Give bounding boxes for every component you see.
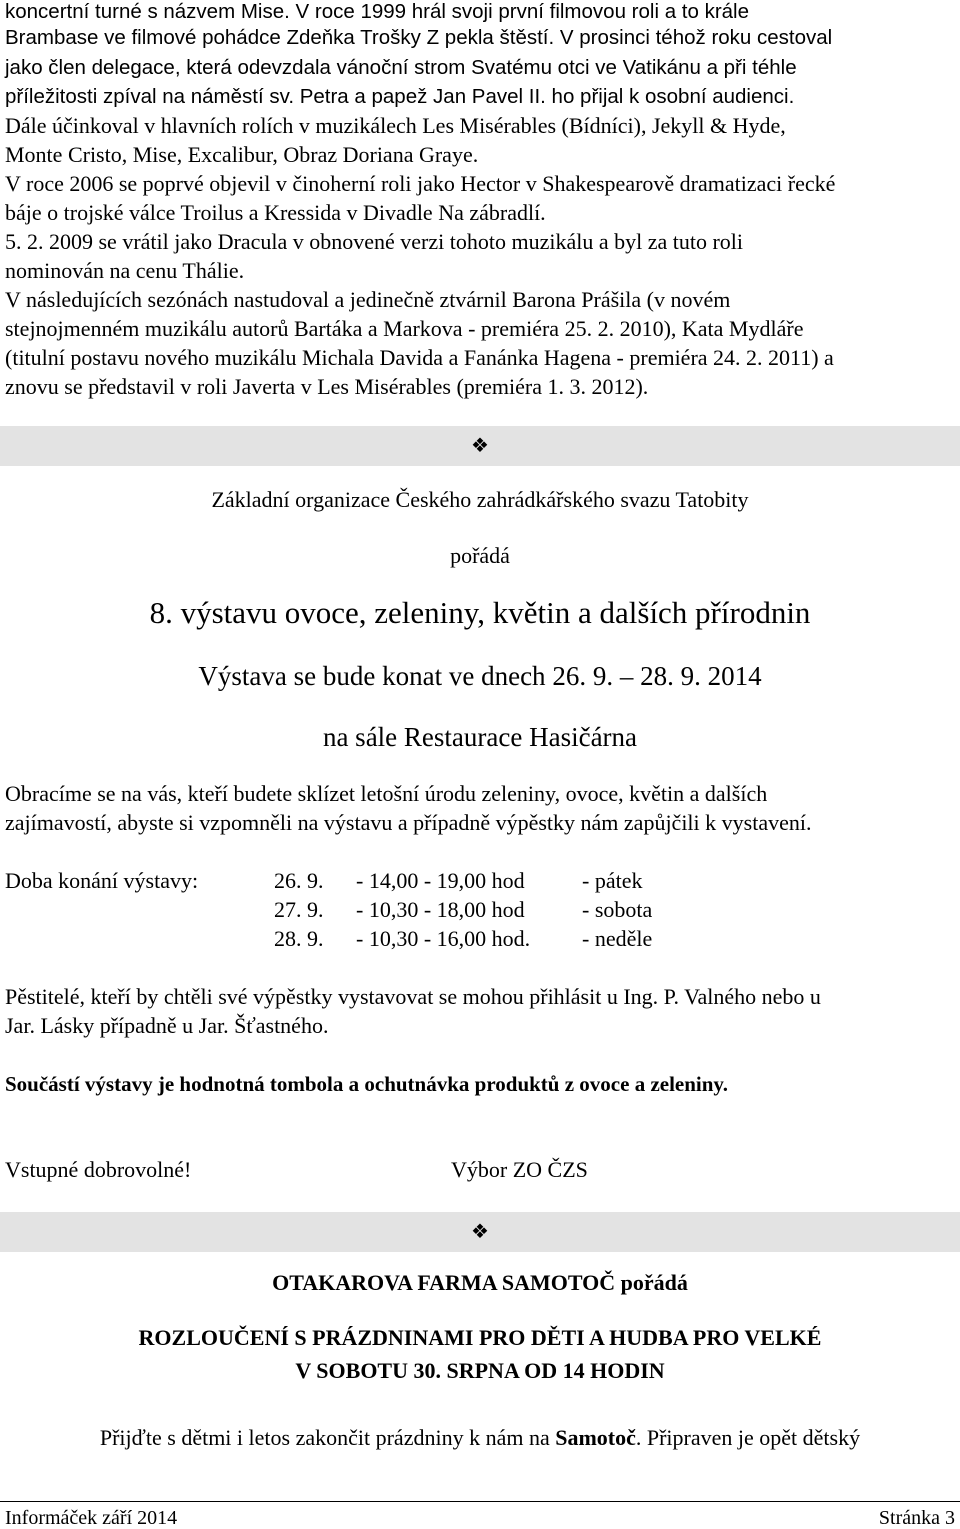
exhibition-venue: na sále Restaurace Hasičárna — [322, 722, 638, 752]
exhibition-title: 8. výstavu ovoce, zeleniny, květin a dalších přírodnin — [149, 595, 811, 630]
schedule-day: - neděle — [582, 926, 653, 951]
article-line: báje o trojské válce Troilus a Kressida v Divadle Na zábradlí. — [5, 200, 546, 225]
article-line: V následujících sezónách nastudoval a jedinečně ztvárnil Barona Prášila (v novém — [5, 287, 731, 312]
farm-date: V SOBOTU 30. SRPNA OD 14 HODIN — [295, 1358, 665, 1383]
exhibition-dates-value: 26. 9. – 28. 9. 2014 — [552, 661, 762, 691]
schedule-time: - 10,30 - 16,00 hod. — [356, 926, 531, 951]
farm-invite — [0, 1424, 960, 1452]
diamond-ornament-icon: ❖ — [471, 433, 489, 457]
exhibition-dates — [0, 659, 960, 693]
article-line: Dále účinkoval v hlavních rolích v muzikálech Les Misérables (Bídníci), Jekyll & Hyde, — [5, 113, 786, 138]
article-line: příležitosti zpíval na náměstí sv. Petra a papež Jan Pavel II. ho přijal k osobní audienci. — [5, 85, 795, 108]
schedule-day: - sobota — [582, 897, 653, 922]
article-line: 5. 2. 2009 se vrátil jako Dracula v obnovené verzi tohoto muzikálu a byl za tuto roli — [5, 229, 744, 254]
diamond-ornament-icon: ❖ — [471, 1219, 489, 1243]
footer-issue: Informáček září 2014 — [5, 1507, 178, 1529]
growers-note: Pěstitelé, kteří by chtěli své výpěstky vystavovat se mohou přihlásit u Ing. P. Valného nebo u — [5, 984, 821, 1009]
article-line: Monte Cristo, Mise, Excalibur, Obraz Doriana Graye. — [5, 142, 479, 167]
tombola-note: Součástí výstavy je hodnotná tombola a ochutnávka produktů z ovoce a zeleniny. — [5, 1072, 729, 1096]
exhibition-appeal: Obracíme se na vás, kteří budete sklízet letošní úrodu zeleniny, ovoce, květin a dalších — [5, 781, 768, 806]
schedule-label: Doba konání výstavy: — [5, 868, 199, 893]
farm-invite-place: Samotoč — [555, 1425, 636, 1450]
schedule-date: 26. 9. — [274, 868, 324, 893]
article-line: V roce 2006 se poprvé objevil v činoherní roli jako Hector v Shakespearově dramatizaci řecké — [5, 171, 836, 196]
farm-heading: OTAKAROVA FARMA SAMOTOČ pořádá — [272, 1270, 688, 1295]
exhibition-verb: pořádá — [450, 543, 510, 568]
schedule-date: 27. 9. — [274, 897, 324, 922]
growers-note: Jar. Lásky případně u Jar. Šťastného. — [5, 1013, 329, 1038]
schedule-day: - pátek — [582, 868, 643, 893]
entry-note: Vstupné dobrovolné! — [5, 1157, 192, 1182]
committee-signature: Výbor ZO ČZS — [451, 1157, 588, 1182]
article-line: nominován na cenu Thálie. — [5, 258, 245, 283]
article-line: (titulní postavu nového muzikálu Michala Davida a Fanánka Hagena - premiéra 24. 2. 2011) a — [5, 345, 834, 370]
farm-invite-prefix: Přijďte s dětmi i letos zakončit prázdniny k nám na — [99, 1425, 556, 1450]
article-line: znovu se představil v roli Javerta v Les Misérables (premiéra 1. 3. 2012). — [5, 374, 649, 399]
section-separator — [0, 1212, 960, 1252]
schedule-date: 28. 9. — [274, 926, 324, 951]
schedule-time: - 10,30 - 18,00 hod — [356, 897, 525, 922]
article-line: Brambase ve filmové pohádce Zdeňka Trošky Z pekla štěstí. V prosinci téhož roku cestoval — [5, 26, 833, 49]
exhibition-dates-prefix: Výstava se bude konat ve dnech — [198, 661, 553, 691]
exhibition-appeal: zajímavostí, abyste si vzpomněli na výstavu a případně výpěstky nám zapůjčili k vystavení. — [5, 810, 812, 835]
article-line: jako člen delegace, která odevzdala vánoční strom Svatému otci ve Vatikánu a při téhle — [5, 56, 797, 79]
footer-divider — [0, 1501, 960, 1502]
article-line: stejnojmenném muzikálu autorů Bartáka a Markova - premiéra 25. 2. 2010), Kata Mydláře — [5, 316, 804, 341]
section-separator — [0, 426, 960, 466]
footer-page-number: Stránka 3 — [878, 1507, 955, 1529]
schedule-time: - 14,00 - 19,00 hod — [356, 868, 525, 893]
farm-invite-suffix: . Připraven je opět dětský — [635, 1425, 861, 1450]
article-line: koncertní turné s názvem Mise. V roce 1999 hrál svoji první filmovou roli a to krále — [5, 0, 750, 23]
exhibition-organizer: Základní organizace Českého zahrádkářského svazu Tatobity — [211, 487, 749, 512]
farm-event: ROZLOUČENÍ S PRÁZDNINAMI PRO DĚTI A HUDBA PRO VELKÉ — [138, 1325, 822, 1350]
